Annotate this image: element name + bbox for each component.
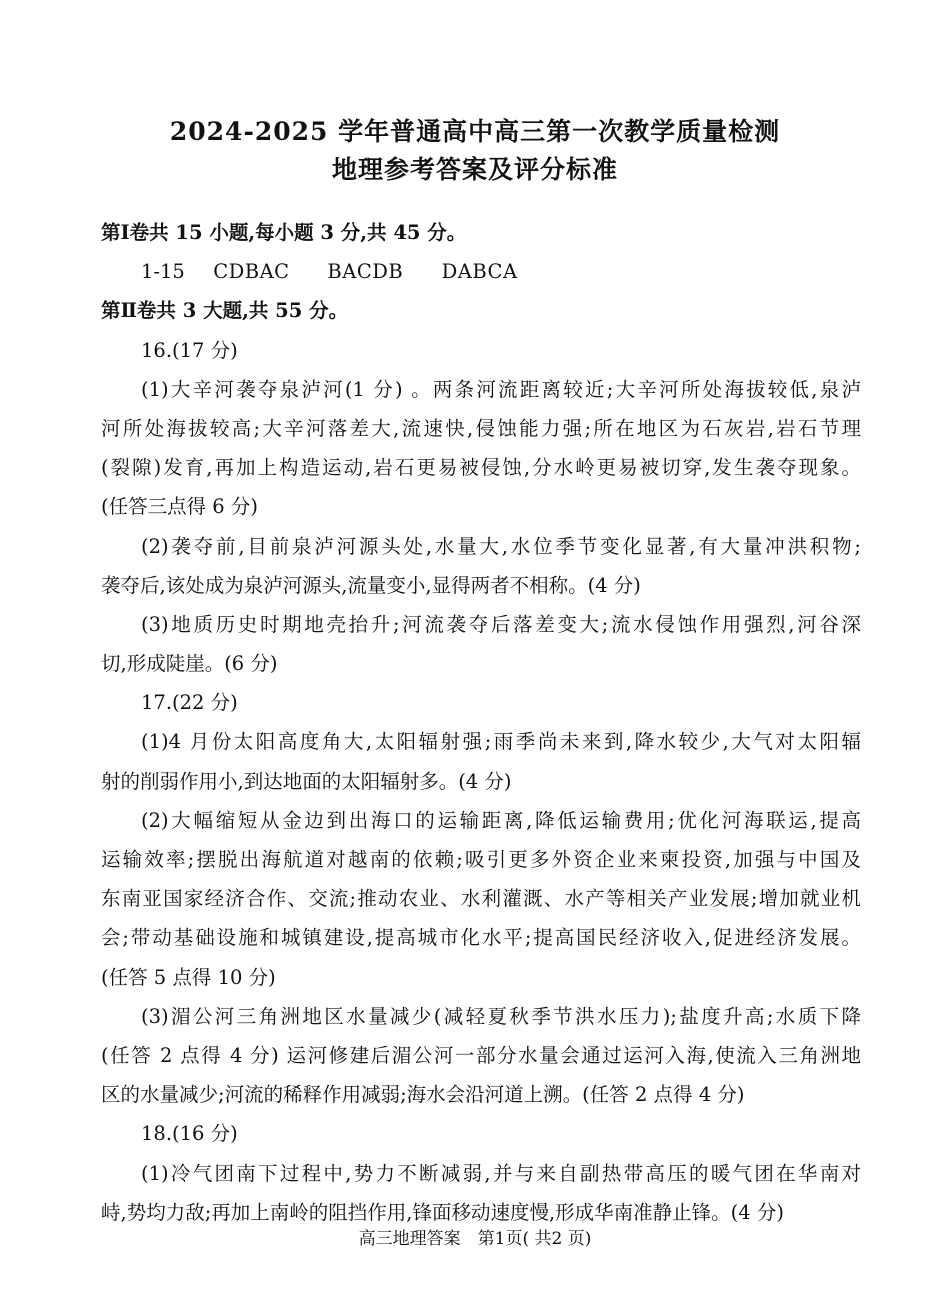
q17-part3-line: 区的水量减少;河流的稀释作用减弱;海水会沿河道上溯。(任答 2 点得 4 分) — [101, 1083, 745, 1107]
q17-part2-line: 运输效率;摆脱出海航道对越南的依赖;吸引更多外资企业来柬投资,加强与中国及 — [101, 848, 861, 871]
section-2-heading: 第Ⅱ卷共 3 大题,共 55 分。 — [101, 299, 349, 323]
q16-part1-line: 河所处海拔较高;大辛河落差大,流速快,侵蚀能力强;所在地区为石灰岩,岩石节理 — [101, 416, 861, 440]
q16-part3-line: (3)地质历史时期地壳抬升;河流袭夺后落差变大;流水侵蚀作用强烈,河谷深 — [141, 612, 861, 636]
answer-group: DABCA — [441, 260, 518, 284]
answer-group: BACDB — [327, 260, 404, 284]
q16-part2-line: 袭夺后,该处成为泉泸河源头,流量变小,显得两者不相称。(4 分) — [101, 573, 641, 597]
question-16-title: 16.(17 分) — [141, 338, 238, 362]
q17-part1-line: 射的削弱作用小,到达地面的太阳辐射多。(4 分) — [101, 769, 512, 793]
q18-part1-line: (1)冷气团南下过程中,势力不断减弱,并与来自副热带高压的暖气团在华南对 — [141, 1161, 861, 1185]
question-17-title: 17.(22 分) — [141, 691, 238, 715]
q17-part2-line: 会;带动基础设施和城镇建设,提高城市化水平;提高国民经济收入,促进经济发展。 — [101, 926, 861, 950]
q16-part3-line: 切,形成陡崖。(6 分) — [101, 652, 278, 676]
document-subtitle: 地理参考答案及评分标准 — [331, 155, 618, 184]
q16-part2-line: (2)袭夺前,目前泉泸河源头处,水量大,水位季节变化显著,有大量冲洪积物; — [141, 534, 861, 558]
q17-part2-line: (任答 5 点得 10 分) — [101, 965, 276, 989]
section-1-heading: 第Ⅰ卷共 15 小题,每小题 3 分,共 45 分。 — [101, 221, 467, 244]
answer-range-label: 1-15 — [141, 260, 185, 284]
q18-part1-line: 峙,势均力敌;再加上南岭的阻挡作用,锋面移动速度慢,形成华南准静止锋。(4 分) — [101, 1200, 784, 1224]
answer-group: CDBAC — [213, 260, 290, 284]
answer-body — [101, 213, 861, 1232]
q16-part1-line: (裂隙)发育,再加上构造运动,岩石更易被侵蚀,分水岭更易被切穿,发生袭夺现象。 — [101, 456, 861, 480]
q17-part3-line: (3)湄公河三角洲地区水量减少(减轻夏秋季节洪水压力);盐度升高;水质下降 — [141, 1004, 861, 1028]
document-title: 2024-2025 学年普通高中高三第一次教学质量检测 — [169, 117, 781, 146]
q16-part1-line: (任答三点得 6 分) — [101, 495, 259, 519]
q17-part1-line: (1)4 月份太阳高度角大,太阳辐射强;雨季尚未来到,降水较少,大气对太阳辐 — [141, 730, 861, 754]
q16-part1-line: (1)大辛河袭夺泉泸河(1 分) 。两条河流距离较近;大辛河所处海拔较低,泉泸 — [141, 377, 861, 401]
question-18-title: 18.(16 分) — [141, 1122, 238, 1146]
page-footer: 高三地理答案 第1页( 共2 页) — [358, 1229, 592, 1249]
multiple-choice-answers — [101, 252, 861, 291]
q17-part2-line: (2)大幅缩短从金边到出海口的运输距离,降低运输费用;优化河海联运,提高 — [141, 808, 861, 832]
q17-part2-line: 东南亚国家经济合作、交流;推动农业、水利灌溉、水产等相关产业发展;增加就业机 — [101, 887, 861, 911]
q17-part3-line: (任答 2 点得 4 分) 运河修建后湄公河一部分水量会通过运河入海,使流入三角洲地 — [101, 1043, 861, 1067]
